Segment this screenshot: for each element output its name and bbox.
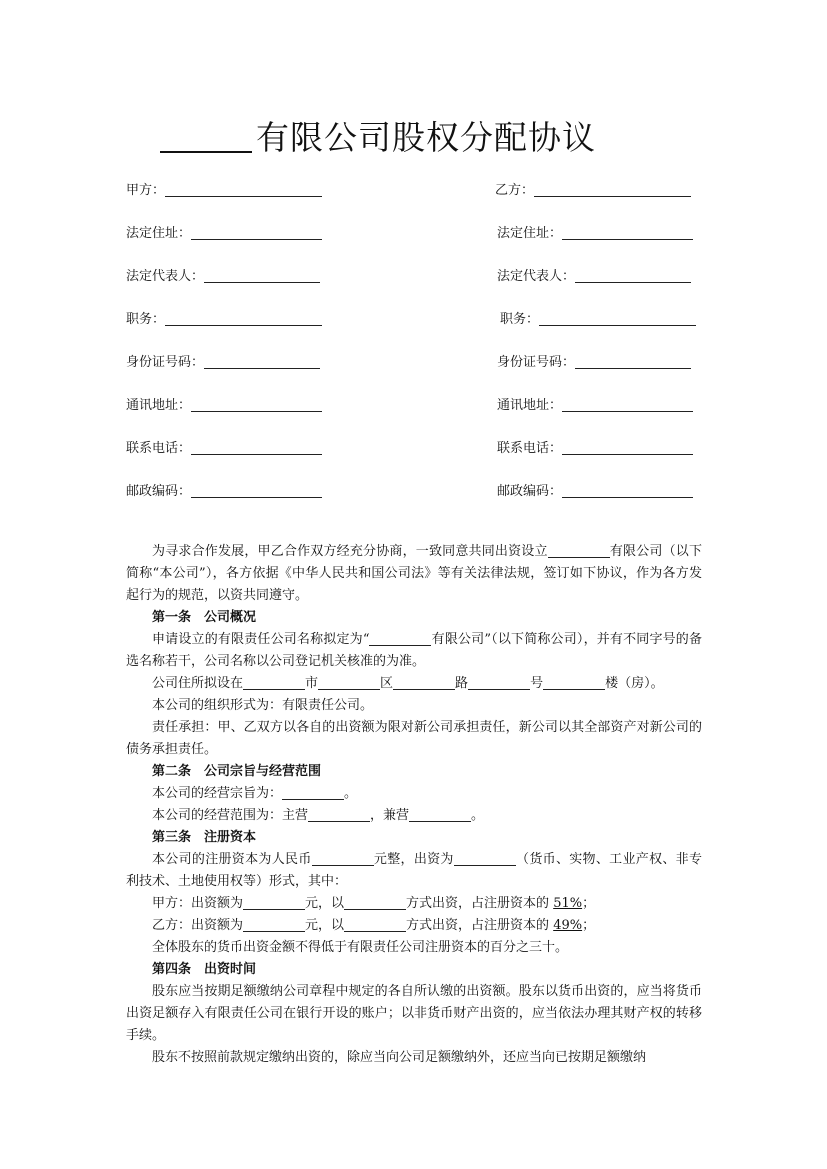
party-b-phone-field[interactable] — [497, 440, 693, 458]
company-name-blank[interactable] — [548, 543, 610, 558]
field-label: 法定住址： — [126, 226, 192, 241]
article-3-capital-paragraph: 本公司的注册资本为人民币 元整，出资为 （货币、实物、工业产权、非专利技术、土地使用权等）形式，其中： — [126, 852, 702, 889]
fill-line[interactable] — [191, 397, 322, 412]
field-label: 联系电话： — [126, 441, 192, 456]
article-4-paragraph-2: 股东不按照前款规定缴纳出资的，除应当向公司足额缴纳外，还应当向已按期足额缴纳 — [152, 1050, 647, 1065]
article-2-scope-paragraph: 本公司的经营范围为：主营 ，兼营 。 — [152, 808, 485, 823]
city-blank[interactable] — [243, 675, 305, 690]
company-name-blank[interactable] — [369, 631, 431, 646]
party-b-name-field[interactable] — [495, 182, 691, 200]
fill-line[interactable] — [165, 311, 322, 326]
road-blank[interactable] — [393, 675, 455, 690]
party-a-position-field[interactable] — [126, 311, 322, 329]
fill-line[interactable] — [575, 268, 691, 283]
party-b-share: 49% — [553, 918, 583, 933]
party-a-representative-field[interactable] — [126, 268, 320, 286]
party-a-name-field[interactable] — [126, 182, 322, 200]
field-label: 通讯地址： — [497, 398, 563, 413]
party-a-phone-field[interactable] — [126, 440, 322, 458]
field-label: 邮政编码： — [126, 484, 192, 499]
purpose-blank[interactable] — [282, 785, 344, 800]
field-label: 通讯地址： — [126, 398, 192, 413]
party-b-postcode-field[interactable] — [497, 483, 693, 501]
field-label: 邮政编码： — [497, 484, 563, 499]
party-a-amount-blank[interactable] — [243, 895, 305, 910]
company-name-blank[interactable] — [160, 121, 252, 153]
party-b-mailing-address-field[interactable] — [497, 397, 693, 415]
article-3-party-a-paragraph: 甲方：出资额为 元，以 方式出资，占注册资本的 51%； — [152, 896, 596, 911]
number-blank[interactable] — [468, 675, 530, 690]
field-label: 甲方： — [126, 183, 166, 198]
article-1-name-paragraph: 申请设立的有限责任公司名称拟定为“ 有限公司”（以下简称公司），并有不同字号的备选名称若干，公司名称以公司登记机关核准的为准。 — [126, 632, 702, 669]
field-label: 职务： — [500, 312, 540, 327]
party-a-method-blank[interactable] — [344, 895, 406, 910]
article-2-purpose-paragraph: 本公司的经营宗旨为： 。 — [152, 786, 358, 801]
party-a-id-field[interactable] — [126, 354, 320, 372]
field-label: 职务： — [126, 312, 166, 327]
fill-line[interactable] — [191, 483, 322, 498]
party-b-address-field[interactable] — [497, 225, 693, 243]
fill-line[interactable] — [191, 440, 322, 455]
party-a-postcode-field[interactable] — [126, 483, 322, 501]
article-2-heading: 第二条 公司宗旨与经营范围 — [152, 764, 322, 779]
fill-line[interactable] — [165, 182, 322, 197]
field-label: 乙方： — [495, 183, 535, 198]
fill-line[interactable] — [562, 483, 693, 498]
side-business-blank[interactable] — [409, 807, 471, 822]
fill-line[interactable] — [534, 182, 691, 197]
article-3-party-b-paragraph: 乙方：出资额为 元，以 方式出资，占注册资本的 49%； — [152, 918, 596, 933]
party-b-id-field[interactable] — [497, 354, 691, 372]
party-b-amount-blank[interactable] — [243, 917, 305, 932]
district-blank[interactable] — [318, 675, 380, 690]
fill-line[interactable] — [562, 397, 693, 412]
article-3-cash-paragraph: 全体股东的货币出资金额不得低于有限责任公司注册资本的百分之三十。 — [152, 940, 569, 955]
party-b-method-blank[interactable] — [344, 917, 406, 932]
fill-line[interactable] — [575, 354, 691, 369]
field-label: 法定代表人： — [126, 269, 205, 284]
party-a-mailing-address-field[interactable] — [126, 397, 322, 415]
capital-amount-blank[interactable] — [312, 851, 374, 866]
intro-paragraph: 为寻求合作发展，甲乙合作双方经充分协商，一致同意共同出资设立 有限公司（以下简称“本公司”），各方依据《中华人民共和国公司法》等有关法律法规，签订如下协议，作为各方发起行为的规范，以资共同遵守。 — [126, 544, 702, 603]
party-a-address-field[interactable] — [126, 225, 322, 243]
article-4-heading: 第四条 出资时间 — [152, 962, 257, 977]
contribution-form-blank[interactable] — [454, 851, 516, 866]
building-blank[interactable] — [543, 675, 605, 690]
article-1-heading: 第一条 公司概况 — [152, 610, 257, 625]
article-4-paragraph-1: 股东应当按期足额缴纳公司章程中规定的各自所认缴的出资额。股东以货币出资的，应当将货币出资足额存入有限责任公司在银行开设的账户；以非货币财产出资的，应当依法办理其财产权的转移手续。 — [126, 984, 702, 1043]
field-label: 联系电话： — [497, 441, 563, 456]
fill-line[interactable] — [562, 440, 693, 455]
article-1-form-paragraph: 本公司的组织形式为：有限责任公司。 — [152, 698, 374, 713]
party-b-representative-field[interactable] — [497, 268, 691, 286]
field-label: 身份证号码： — [126, 355, 205, 370]
article-1-address-paragraph: 公司住所拟设在 市 区 路 号 楼（房）。 — [152, 676, 664, 691]
document-title — [160, 112, 596, 159]
party-a-share: 51% — [553, 896, 583, 911]
main-business-blank[interactable] — [308, 807, 370, 822]
fill-line[interactable] — [191, 225, 322, 240]
title-text: 有限公司股权分配协议 — [256, 118, 596, 157]
field-label: 法定代表人： — [497, 269, 576, 284]
article-1-liability-paragraph: 责任承担：甲、乙双方以各自的出资额为限对新公司承担责任，新公司以其全部资产对新公司的债务承担责任。 — [126, 720, 702, 757]
party-b-position-field[interactable] — [500, 311, 696, 329]
agreement-body — [126, 541, 702, 1069]
field-label: 身份证号码： — [497, 355, 576, 370]
article-3-heading: 第三条 注册资本 — [152, 830, 257, 845]
fill-line[interactable] — [539, 311, 696, 326]
fill-line[interactable] — [204, 354, 320, 369]
fill-line[interactable] — [204, 268, 320, 283]
fill-line[interactable] — [562, 225, 693, 240]
field-label: 法定住址： — [497, 226, 563, 241]
